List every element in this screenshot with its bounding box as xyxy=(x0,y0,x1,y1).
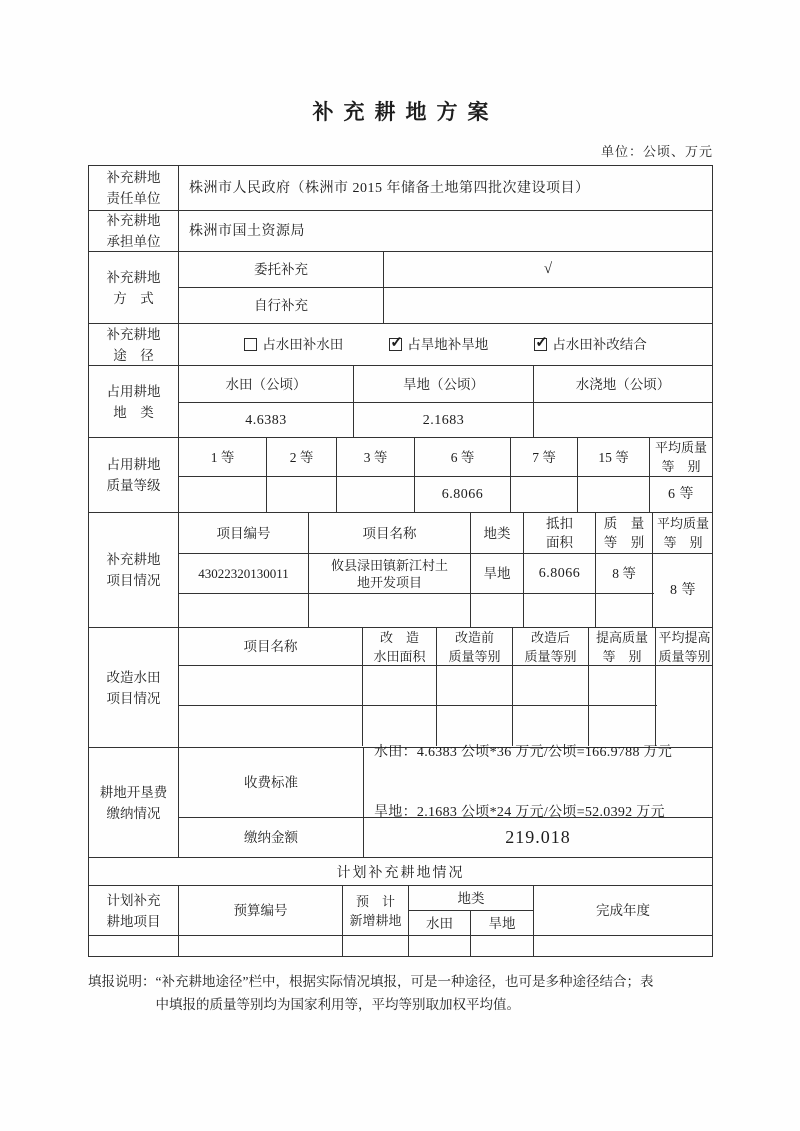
planned-section-title: 计划补充耕地情况 xyxy=(89,858,712,886)
upgrade-header-improve: 提高质量 等 别 xyxy=(589,628,656,665)
footnote-text: “补充耕地途径”栏中，根据实际情况填报，可是一种途径，也可是多种途径结合；表 中填报的质量等别均为国家利用等，平均等别取加权平均值。 xyxy=(155,974,654,1012)
upgrade-header-area: 改 造 水田面积 xyxy=(363,628,437,665)
planned-header-year: 完成年度 xyxy=(596,903,650,918)
project-header-deduct-area: 抵扣 面积 xyxy=(524,513,596,553)
upgrade-name xyxy=(179,666,363,705)
fee-standard-paddy: 水田：4.6383 公顷*36 万元/公顷=166.9788 万元 xyxy=(374,744,673,760)
grade-header-7: 7 等 xyxy=(511,438,578,476)
project-deduct-area: 6.8066 xyxy=(524,554,596,593)
planned-dry-value xyxy=(471,936,534,956)
upgrade-after xyxy=(513,666,589,705)
option-label: 占旱地补旱地 xyxy=(407,337,489,352)
planned-header-dry: 旱地 xyxy=(488,915,516,931)
project-header-quality: 质 量 等 别 xyxy=(596,513,653,553)
planned-header-expected: 预 计 新增耕地 xyxy=(343,886,409,935)
project-header-name: 项目名称 xyxy=(309,513,471,553)
project-average-value: 8 等 xyxy=(670,583,696,598)
upgrade-improve xyxy=(589,666,656,705)
row-responsible-unit xyxy=(89,166,712,211)
planned-expected-value xyxy=(343,936,409,956)
grade-value-3 xyxy=(337,477,415,512)
project-name-2 xyxy=(309,594,471,627)
project-code-2 xyxy=(179,594,309,627)
option-dry-for-dry xyxy=(389,335,488,354)
occupied-land-label: 占用耕地 地 类 xyxy=(89,366,179,437)
occupied-irrigated-value xyxy=(534,403,712,437)
upgrade-header-average: 平均提高 质量等别 xyxy=(657,628,712,666)
planned-label: 计划补充 耕地项目 xyxy=(89,886,179,935)
planned-year-value xyxy=(534,936,712,956)
grade-header-3: 3 等 xyxy=(337,438,415,476)
planned-budget-value xyxy=(179,936,343,956)
option-label: 占水田补水田 xyxy=(262,337,344,352)
row-undertaking-unit xyxy=(89,211,712,252)
option-paddy-for-paddy xyxy=(244,335,343,354)
row-occupied-land xyxy=(89,366,712,438)
grade-header-6: 6 等 xyxy=(415,438,511,476)
method-entrusted-value: √ xyxy=(543,260,553,277)
project-landtype-2 xyxy=(471,594,524,627)
fee-standard-dry: 旱地：2.1683 公顷*24 万元/公顷=52.0392 万元 xyxy=(374,804,665,820)
row-reclamation-fee xyxy=(89,744,712,858)
upgrade-area xyxy=(363,666,437,705)
grade-value-7 xyxy=(511,477,578,512)
checkbox-unchecked-icon xyxy=(244,338,257,351)
checkbox-checked-icon xyxy=(534,338,547,351)
supplement-project-label: 补充耕地 项目情况 xyxy=(89,513,179,627)
fee-standard-label: 收费标准 xyxy=(179,748,364,817)
project-header-average: 平均质量 等 别 xyxy=(654,513,712,554)
col-header-irrigated: 水浇地（公顷） xyxy=(575,376,671,392)
approach-label: 补充耕地 途 径 xyxy=(89,324,179,365)
planned-header-landtype: 地类 xyxy=(409,886,533,911)
upgrade-header-name: 项目名称 xyxy=(179,628,363,665)
form-document xyxy=(88,96,713,1016)
project-header-landtype: 地类 xyxy=(471,513,524,553)
page-title: 补充耕地方案 xyxy=(312,100,499,124)
method-label: 补充耕地 方 式 xyxy=(89,252,179,323)
fee-amount-value: 219.018 xyxy=(505,827,571,847)
checkbox-checked-icon xyxy=(389,338,402,351)
unit-note: 单位：公顷、万元 xyxy=(600,144,713,159)
responsible-unit-label: 补充耕地 责任单位 xyxy=(89,166,179,210)
row-approach xyxy=(89,324,712,366)
row-supplement-project xyxy=(89,513,712,628)
upgrade-name-2 xyxy=(179,706,363,746)
project-header-code: 项目编号 xyxy=(179,513,309,553)
undertaking-unit-value: 株洲市国土资源局 xyxy=(189,223,305,239)
method-self-label: 自行补充 xyxy=(179,288,384,324)
planned-header-budget: 预算编号 xyxy=(179,886,343,935)
reclamation-fee-label: 耕地开垦费 缴纳情况 xyxy=(89,748,179,857)
paddy-upgrade-label: 改造水田 项目情况 xyxy=(89,628,179,747)
method-self-value xyxy=(384,288,712,324)
project-name: 攸县渌田镇新江村土 地开发项目 xyxy=(309,554,471,593)
grade-value-1 xyxy=(179,477,267,512)
footnote xyxy=(88,970,713,1016)
method-entrusted-label: 委托补充 xyxy=(179,252,384,287)
planned-project-value xyxy=(89,936,179,956)
col-header-paddy: 水田（公顷） xyxy=(179,366,354,402)
option-label: 占水田补改结合 xyxy=(552,337,647,352)
undertaking-unit-label: 补充耕地 承担单位 xyxy=(89,211,179,251)
upgrade-header-after: 改造后 质量等别 xyxy=(513,628,589,665)
option-paddy-combined xyxy=(534,335,647,354)
grade-header-15: 15 等 xyxy=(578,438,650,476)
upgrade-header-before: 改造前 质量等别 xyxy=(437,628,513,665)
grade-value-2 xyxy=(267,477,337,512)
grade-value-6: 6.8066 xyxy=(415,477,511,512)
col-header-dry: 旱地（公顷） xyxy=(354,366,534,402)
approach-options xyxy=(179,335,712,354)
row-method xyxy=(89,252,712,324)
row-planned xyxy=(89,886,712,956)
responsible-unit-value: 株洲市人民政府（株洲市 2015 年储备土地第四批次建设项目） xyxy=(189,180,590,196)
project-quality: 8 等 xyxy=(596,554,653,593)
upgrade-before xyxy=(437,666,513,705)
fee-amount-label: 缴纳金额 xyxy=(179,818,364,857)
project-quality-2 xyxy=(596,594,653,627)
occupied-dry-value: 2.1683 xyxy=(354,403,534,437)
grade-average-value: 6 等 xyxy=(668,487,694,503)
grade-value-15 xyxy=(578,477,650,512)
row-occupied-quality xyxy=(89,438,712,513)
planned-paddy-value xyxy=(409,936,471,956)
project-code: 43022320130011 xyxy=(179,554,309,593)
grade-header-average: 平均质量 等 别 xyxy=(654,440,707,475)
occupied-paddy-value: 4.6383 xyxy=(179,403,354,437)
project-landtype: 旱地 xyxy=(471,554,524,593)
grade-header-2: 2 等 xyxy=(267,438,337,476)
planned-header-paddy: 水田 xyxy=(409,911,471,935)
footnote-label: 填报说明： xyxy=(88,974,156,989)
supplement-farmland-table xyxy=(88,165,713,957)
project-deduct-area-2 xyxy=(524,594,596,627)
occupied-quality-label: 占用耕地 质量等级 xyxy=(89,438,179,512)
grade-header-1: 1 等 xyxy=(179,438,267,476)
